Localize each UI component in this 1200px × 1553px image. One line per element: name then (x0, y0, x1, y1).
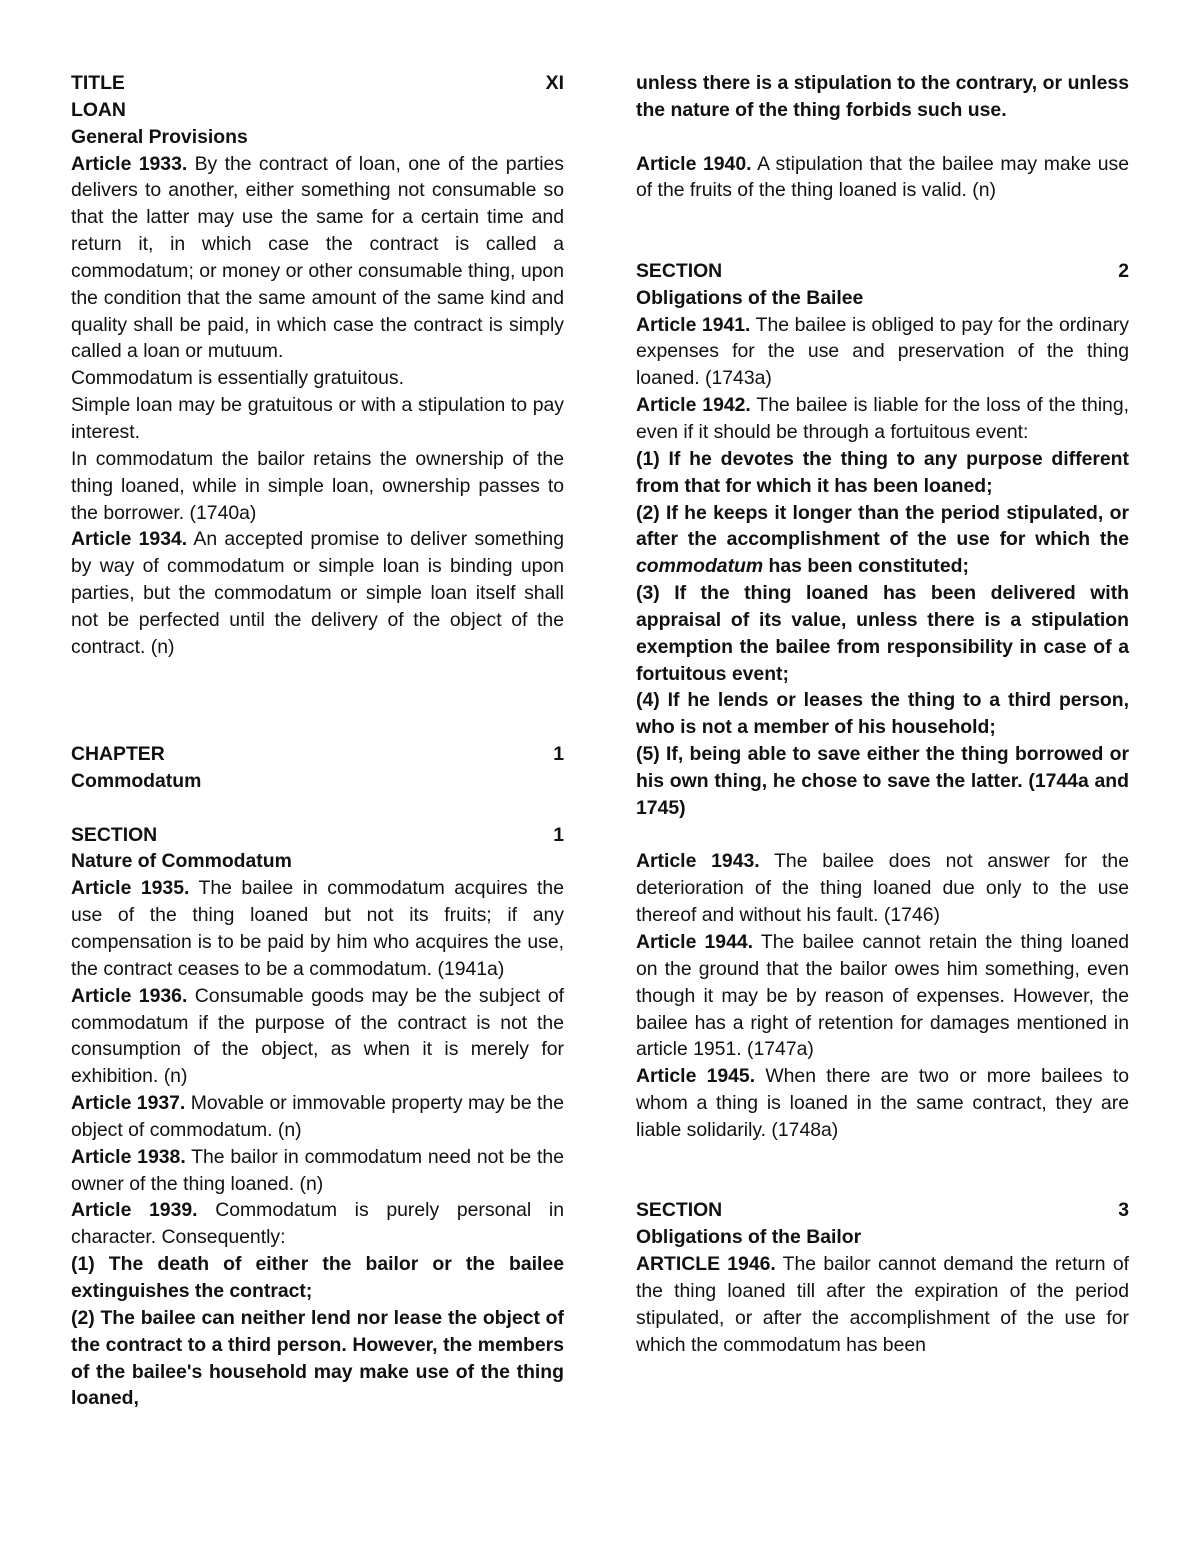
article-1942-text: The bailee is liable for the loss of the thing, even if it should be through a fortuitous event: (636, 394, 1129, 443)
article-1942-item-3: (3) If the thing loaned has been delivered with appraisal of its value, unless there is a stipulation exemption the bailee from responsibility in case of a fortuitous event; (636, 582, 1129, 685)
article-1933-paragraph-3: Simple loan may be gratuitous or with a stipulation to pay interest. (71, 394, 564, 443)
article-1946-text: The bailor cannot demand the return of the thing loaned till after the expiration of the period stipulated, or after the accomplishment of the use for which the commodatum has been (636, 1253, 1129, 1356)
article-1943-label: Article 1943. (636, 850, 760, 873)
article-1942-item-2-part-b: has been constituted; (763, 555, 969, 578)
section-1-label: SECTION (71, 823, 158, 846)
article-1933-paragraph-4: In commodatum the bailor retains the ownership of the thing loaned, while in simple loan, ownership passes to the borrower. (1740a) (71, 447, 564, 524)
article-1945-text: When there are two or more bailees to whom a thing is loaned in the same contract, they are liable solidarily. (1748a) (636, 1065, 1129, 1141)
article-1939-item-1: (1) The death of either the bailor or the bailee extinguishes the contract; (71, 1253, 564, 1302)
section-2-number: 2 (1118, 259, 1129, 282)
section-2-title: Obligations of the Bailee (636, 286, 864, 309)
article-1939-text: Commodatum is purely personal in character. Consequently: (71, 1199, 565, 1249)
article-1942-label: Article 1942. (636, 394, 751, 417)
article-1939-label: Article 1939. (71, 1199, 198, 1222)
article-1937-text: Movable or immovable property may be the object of commodatum. (n) (71, 1092, 564, 1141)
article-1935-label: Article 1935. (71, 877, 190, 900)
section-1-title: Nature of Commodatum (71, 850, 292, 873)
article-1936-label: Article 1936. (71, 984, 188, 1007)
article-1940 (636, 151, 1129, 205)
title-label: TITLE (71, 72, 125, 94)
article-1939 (71, 1197, 564, 1251)
article-1936-text: Consumable goods may be the subject of commodatum if the purpose of the contract is not the consumption of the object, as when it is merely for exhibition. (n) (71, 984, 564, 1088)
section-3-number: 3 (1118, 1199, 1129, 1222)
article-1943-text: The bailee does not answer for the deterioration of the thing loaned due only to the use thereof and without his fault. (1746) (636, 850, 1129, 927)
article-1937-label: Article 1937. (71, 1092, 186, 1115)
article-1946 (636, 1251, 1129, 1358)
article-1942-item-2 (636, 500, 1129, 581)
article-1940-label: Article 1940. (636, 152, 752, 175)
section-2-heading (636, 258, 1129, 285)
general-provisions-heading: General Provisions (71, 125, 248, 148)
article-1944 (636, 929, 1129, 1063)
left-column (71, 70, 564, 1412)
article-1940-text: A stipulation that the bailee may make use of the fruits of the thing loaned is valid. (n) (636, 152, 1130, 202)
article-1934-label: Article 1934. (71, 528, 188, 551)
article-1938-text: The bailor in commodatum need not be the owner of the thing loaned. (n) (71, 1145, 564, 1195)
article-1941 (636, 312, 1129, 393)
article-1942-item-2-emphasis: commodatum (636, 555, 764, 578)
article-1944-label: Article 1944. (636, 931, 754, 953)
article-1946-label: ARTICLE 1946. (636, 1253, 776, 1276)
article-1935 (71, 875, 564, 982)
article-1934-text: An accepted promise to deliver something by way of commodatum or simple loan is binding upon parties, but the commodatum or simple loan itself shall not be perfected until the delivery of the object of the contract. (n) (71, 528, 564, 658)
article-1933 (71, 151, 564, 366)
article-1941-label: Article 1941. (636, 313, 751, 336)
article-1935-text: The bailee in commodatum acquires the use of the thing loaned but not its fruits; if any compensation is to be paid by him who acquires the use, the contract ceases to be a commodatum. (1941a) (71, 877, 564, 980)
loan-heading: LOAN (71, 98, 126, 121)
article-1942-item-5: (5) If, being able to save either the thing borrowed or his own thing, he chose to save the latter. (1744a and 1745) (636, 743, 1129, 819)
article-1944-text: The bailee cannot retain the thing loaned on the ground that the bailor owes him something, even though it may be by reason of expenses. However, the bailee has a right of retention for damages mentioned in article 1951. (1747a) (636, 931, 1129, 1061)
section-2-label: SECTION (636, 259, 723, 282)
title-number: XI (545, 72, 564, 94)
article-1937 (71, 1090, 564, 1144)
article-1933-text: By the contract of loan, one of the parties delivers to another, either something not consumable so that the latter may use the same for a certain time and return it, in which case the contract is called a commodatum; or money or other consumable thing, upon the condition that the same amount of the same kind and quality shall be paid, in which case the contract is simply called a loan or mutuum. (71, 152, 564, 363)
section-1-heading (71, 822, 564, 849)
article-1934 (71, 526, 564, 660)
title-heading (71, 70, 564, 97)
article-1942-item-4: (4) If he lends or leases the thing to a third person, who is not a member of his household; (636, 689, 1129, 739)
article-1945 (636, 1063, 1129, 1144)
article-1939-item-2: (2) The bailee can neither lend nor lease the object of the contract to a third person. However, the members of the bailee's household may make use of the thing loaned, (71, 1306, 564, 1410)
article-1939-continuation: unless there is a stipulation to the contrary, or unless the nature of the thing forbids such use. (636, 72, 1129, 121)
chapter-title: Commodatum (71, 769, 202, 792)
article-1942 (636, 392, 1129, 446)
article-1943 (636, 848, 1129, 929)
right-column (636, 70, 1129, 1359)
chapter-label: CHAPTER (71, 743, 165, 766)
section-3-heading (636, 1197, 1129, 1224)
article-1938-label: Article 1938. (71, 1145, 186, 1168)
chapter-heading (71, 741, 564, 768)
article-1933-paragraph-2: Commodatum is essentially gratuitous. (71, 367, 405, 390)
article-1942-item-1: (1) If he devotes the thing to any purpose different from that for which it has been loaned; (636, 447, 1129, 497)
section-3-title: Obligations of the Bailor (636, 1226, 862, 1249)
article-1941-text: The bailee is obliged to pay for the ordinary expenses for the use and preservation of the thing loaned. (1743a) (636, 313, 1129, 390)
article-1938 (71, 1144, 564, 1198)
article-1936 (71, 983, 564, 1090)
article-1945-label: Article 1945. (636, 1065, 756, 1088)
section-3-label: SECTION (636, 1199, 723, 1222)
article-1942-item-2-part-a: (2) If he keeps it longer than the period stipulated, or after the accomplishment of the use for which the (636, 501, 1129, 551)
chapter-number: 1 (553, 743, 564, 766)
article-1933-label: Article 1933. (71, 152, 188, 175)
section-1-number: 1 (553, 823, 564, 846)
